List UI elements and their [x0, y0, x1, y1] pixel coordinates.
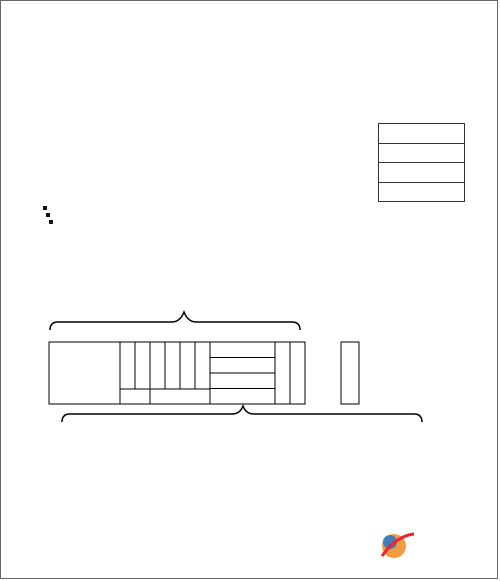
legend-partition-4 — [379, 124, 464, 144]
mbr-byte-cells — [120, 342, 210, 404]
mbr-structure-diagram — [0, 310, 500, 580]
partition-entry-brace — [62, 406, 422, 422]
partition-legend — [378, 123, 465, 202]
byte-legend-box — [341, 342, 359, 404]
mbr-brace — [50, 312, 300, 330]
ellipsis-dot — [43, 206, 47, 210]
partition-table — [210, 342, 275, 404]
legend-partition-3 — [379, 144, 464, 164]
site-watermark — [382, 534, 414, 558]
boot-signature — [275, 342, 305, 404]
ellipsis-dot — [46, 213, 50, 217]
ellipsis-dot — [49, 220, 53, 224]
legend-partition-1 — [379, 183, 464, 203]
legend-partition-2 — [379, 163, 464, 183]
mbr-code-cell — [49, 342, 120, 404]
